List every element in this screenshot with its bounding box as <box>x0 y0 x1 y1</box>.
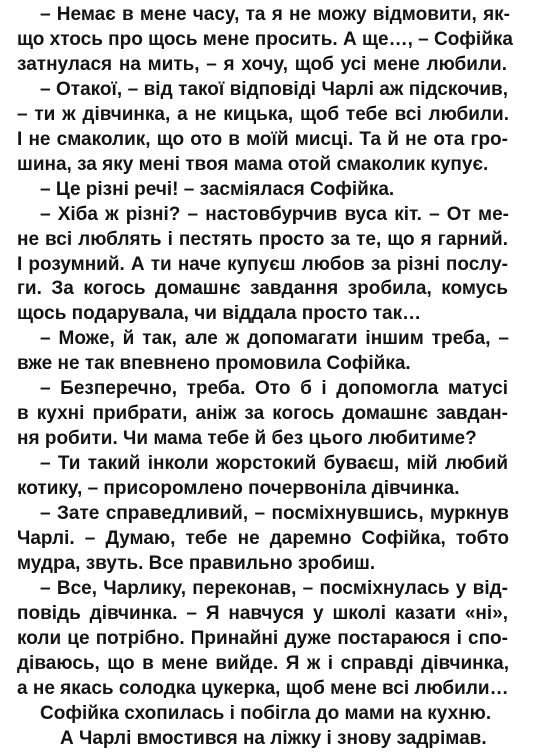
text-line: шина, за яку мені твоя мама отой смаколик купує. <box>17 153 489 175</box>
text-line: Софійка схопилась і побігла до мами на кухню. <box>40 702 492 724</box>
text-line: – Зате справедливий, – посміхнувшись, муркнув <box>40 503 509 524</box>
text-line: – Ти такий інколи жорстокий буваєш, мій любий <box>40 453 508 475</box>
text-line: не всі люблять і пестять просто за те, що я гарний. <box>17 228 508 250</box>
text-line: – ти ж дівчинка, а не кицька, щоб тебе всі любили. <box>17 103 509 125</box>
text-line: – Хіба ж різні? – настовбурчив вуса кіт. – От ме- <box>40 203 509 225</box>
text-line: – Це різні речі! – засміялася Софійка. <box>40 178 395 200</box>
text-line: – Все, Чарлику, переконав, – посміхнулась у від- <box>40 577 508 599</box>
text-line: повідь дівчинка. – Я навчуся у школі казати «ні», <box>17 602 508 624</box>
text-line: Чарлі. – Думаю, тебе не даремно Софійка, тобто <box>17 527 509 549</box>
text-line: котику, – присоромлено почервоніла дівчинка. <box>17 478 460 500</box>
text-line: – Отакої, – від такої відповіді Чарлі аж підскочив, <box>40 78 508 100</box>
text-line: щось подарувала, чи віддала просто так… <box>17 303 422 325</box>
text-line: – Безперечно, треба. Ото б і допомогла матусі <box>40 378 508 400</box>
text-line: коли це потрібно. Принайні дуже постараюся і спо- <box>17 627 508 649</box>
text-line: І розумний. А ти наче купуєш любов за різні послу- <box>17 253 508 275</box>
text-line: а не якась солодка цукерка, щоб мене всі любили… <box>17 677 509 699</box>
text-line: – Може, й так, але ж допомагати іншим треба, – <box>40 328 509 350</box>
text-line: в кухні прибрати, аніж за когось домашнє завдан- <box>17 403 508 425</box>
text-line: затнулася на мить, – я хочу, щоб усі мене любили. <box>17 53 507 75</box>
text-line: – Немає в мене часу, та я не можу відмовити, як- <box>40 4 510 25</box>
text-line: мудра, звуть. Все правильно зробиш. <box>17 552 376 574</box>
text-line: вже не так впевнено промовила Софійка. <box>17 353 411 375</box>
text-line: діваюсь, що в мене вийде. Я ж і справді дівчинка, <box>17 652 509 674</box>
text-line: І не смаколик, що ото в моїй мисці. Та й не ота гро- <box>17 128 508 150</box>
text-line: ня робити. Чи мама тебе й без цього любитиме? <box>17 428 477 450</box>
text-line: що хтось про щось мене просить. А ще…, – Софійка <box>17 28 513 50</box>
text-line: ги. За когось домашнє завдання зробила, комусь <box>17 278 508 300</box>
text-line: А Чарлі вмостився на ліжку і знову задрімав. <box>60 727 487 749</box>
